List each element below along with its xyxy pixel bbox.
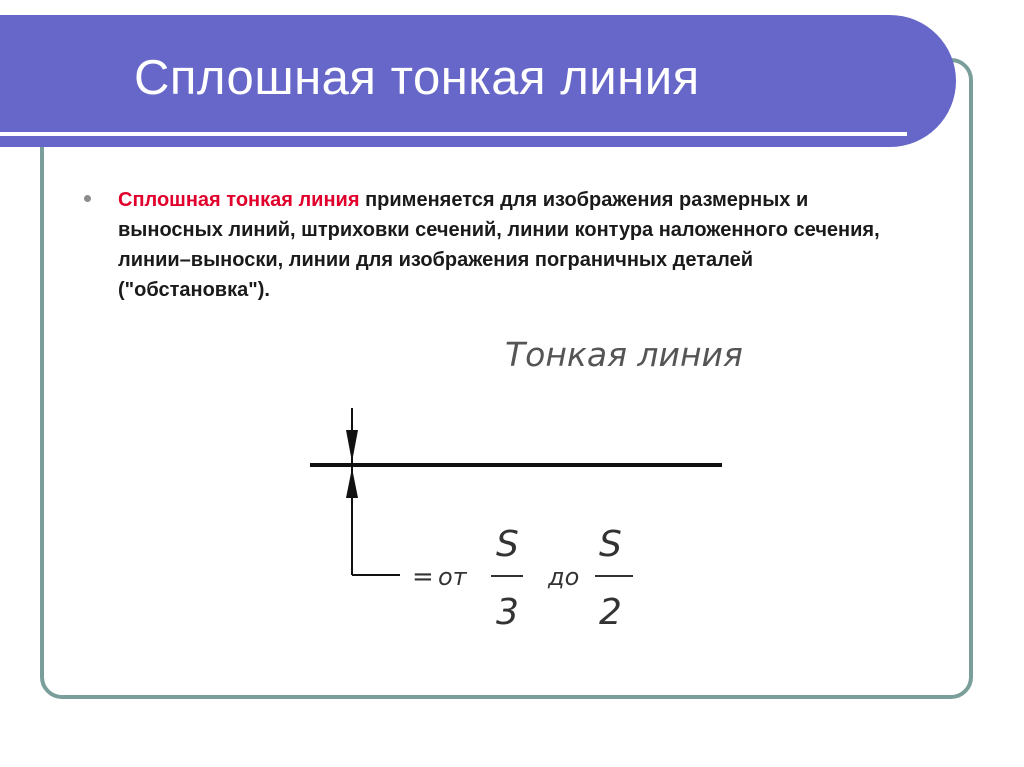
arrow-up-icon — [346, 468, 358, 498]
line-figure-svg — [262, 322, 768, 642]
fraction-left-denominator: 3 — [496, 592, 519, 633]
arrow-down-icon — [346, 430, 358, 462]
bullet-text — [118, 185, 898, 305]
formula-to: до — [548, 563, 580, 591]
formula-equals: = — [412, 562, 434, 592]
fraction-left-numerator: S — [496, 524, 519, 565]
fraction-right-denominator: 2 — [599, 592, 622, 633]
bullet-icon — [84, 195, 91, 202]
figure-label: Тонкая линия — [505, 335, 743, 374]
slide-title: Сплошная тонкая линия — [134, 51, 700, 105]
bullet-body: применяется для изображения размерных и выносных линий, штриховки сечений, линии контура наложенного сечения, линии–выноски, линии для изображения пограничных деталей ("обстановка"). — [118, 189, 880, 301]
bullet-highlight: Сплошная тонкая линия — [118, 189, 360, 211]
fraction-right-numerator: S — [599, 524, 622, 565]
line-figure — [262, 322, 768, 642]
title-underline — [0, 132, 907, 136]
formula-from: от — [438, 563, 467, 591]
